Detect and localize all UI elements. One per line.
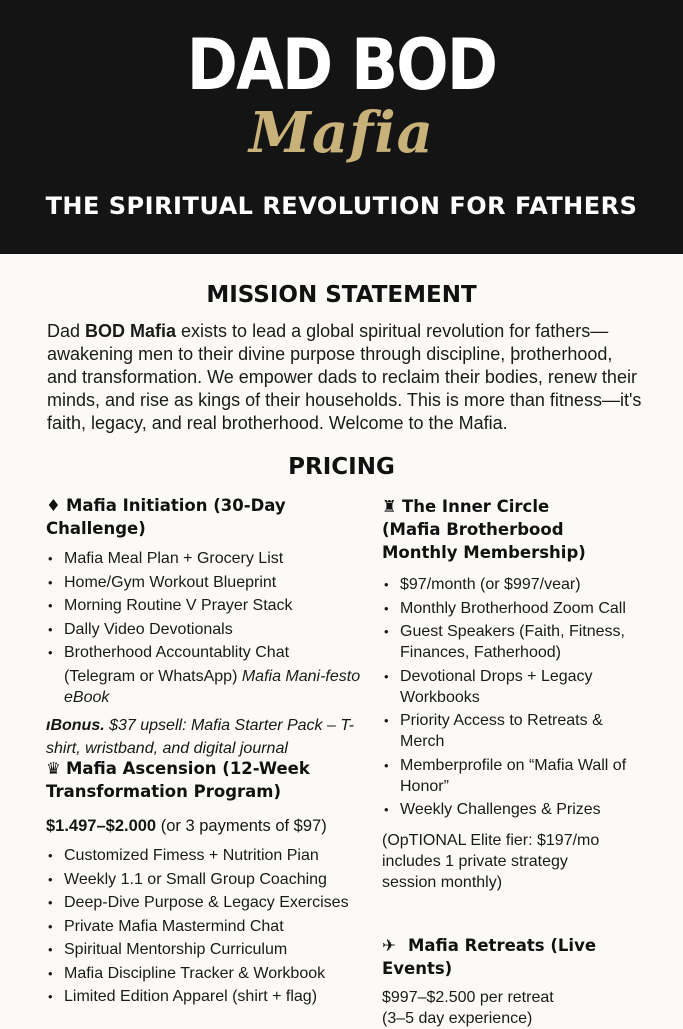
inner-circle-tier	[382, 495, 652, 893]
list-item: • $97/month (or $997/vear)	[382, 574, 632, 595]
bonus-text: $37 upsell: Mafia Starter Pack – T-shirt, wristband, and digital journal	[46, 716, 354, 757]
list-item: • Devotional Drops + Legacy Workbooks	[382, 666, 632, 708]
list-item: • Guest Speakers (Faith, Fitness, Finances, Fatherhood)	[382, 621, 632, 663]
ascension-tier	[46, 757, 376, 1010]
ascension-price-bold: $1.497–$2.000	[46, 817, 157, 835]
inner-circle-title-text: The Inner Circle (Mafia Brotherbood Monthly Membership)	[382, 497, 586, 562]
initiation-title	[46, 494, 376, 540]
list-item: • Memberprofile on “Mafia Wall of Honor”	[382, 755, 632, 797]
retreats-title	[382, 934, 652, 980]
ascension-price-rest: (or 3 payments of $97)	[156, 817, 327, 835]
crown-icon: ♛	[46, 759, 61, 778]
mission-brand: BOD Mafia	[85, 321, 177, 341]
brand-title: DAD BOD	[186, 24, 497, 106]
header-banner	[0, 0, 683, 254]
list-item: • Dally Video Devotionals	[46, 619, 376, 640]
ascension-title-text: Mafia Ascension (12-Week Transformation Program)	[46, 759, 310, 801]
retreats-tier	[382, 934, 652, 1029]
list-item: • Deep-Dive Purpose & Legacy Exercises	[46, 892, 376, 913]
airplane-icon: ✈	[382, 936, 396, 955]
list-item: • Brotherhood Accountablity Chat	[46, 642, 376, 663]
mission-title: MISSION STATEMENT	[206, 282, 477, 308]
list-item: • Priority Access to Retreats & Merch	[382, 710, 632, 752]
inner-circle-note: (OpTIONAL Elite fier: $197/mo includes 1 private strategy session monthly)	[382, 832, 600, 891]
list-item: • Customized Fimess + Nutrition Pian	[46, 845, 376, 866]
retreats-title-text: Mafia Retreats (Live Events)	[382, 936, 597, 978]
mission-body: exists to lead a global spiritual revolution for fathers—awakening men to their divine purpose through discipline, þrotherhood, and transformation. We empower dads to reclaim their bodies, renew their minds, and rise as kings of their households. This is more than fitness—it's faith, legacy, and real brotherhood. Welcome to the Mafia.	[47, 321, 642, 433]
pricing-title: PRICING	[288, 454, 395, 480]
ascension-title	[46, 757, 326, 803]
list-item: • Home/Gym Workout Blueprint	[46, 572, 376, 593]
mission-statement	[47, 320, 647, 435]
continuation-plain: (Telegram or WhatsApp)	[64, 667, 242, 685]
list-item: • Spiritual Mentorship Curriculum	[46, 939, 376, 960]
initiation-title-text: Mafia Initiation (30-Day Challenge)	[46, 496, 286, 538]
brand-script-title: Mafia	[249, 100, 434, 166]
tower-icon: ♜	[382, 497, 397, 516]
list-item: • Weekly 1.1 or Small Group Coaching	[46, 869, 376, 890]
list-item: • Limited Edition Apparel (shirt + flag)	[46, 986, 376, 1007]
list-item: • Mafia Meal Plan + Grocery List	[46, 548, 376, 569]
continuation-italic: Mafia Mani-festo eBook	[64, 667, 361, 706]
inner-circle-title	[382, 495, 612, 564]
tagline: THE SPIRITUAL REVOLUTION FOR FATHERS	[45, 192, 638, 220]
inner-circle-list	[382, 574, 632, 820]
list-item: • Weekly Challenges & Prizes	[382, 799, 632, 820]
list-item: • Monthly Brotherhood Zoom Call	[382, 598, 632, 619]
diamond-icon: ♦	[46, 496, 61, 515]
retreats-duration: (3–5 day experience)	[382, 1010, 533, 1027]
initiation-continuation	[46, 666, 364, 708]
bonus-label: ıBonus.	[46, 716, 105, 734]
mission-prefix: Dad	[47, 321, 86, 341]
initiation-bonus	[46, 714, 356, 760]
initiation-list	[46, 548, 376, 663]
initiation-tier	[46, 494, 376, 760]
retreats-price: $997–$2.500 per retreat	[382, 989, 554, 1006]
ascension-price	[46, 815, 376, 837]
list-item: • Morning Routine V Prayer Stack	[46, 595, 376, 616]
list-item: • Private Mafia Mastermind Chat	[46, 916, 376, 937]
list-item: • Mafia Discipline Tracker & Workbook	[46, 963, 376, 984]
ascension-list	[46, 845, 376, 1007]
